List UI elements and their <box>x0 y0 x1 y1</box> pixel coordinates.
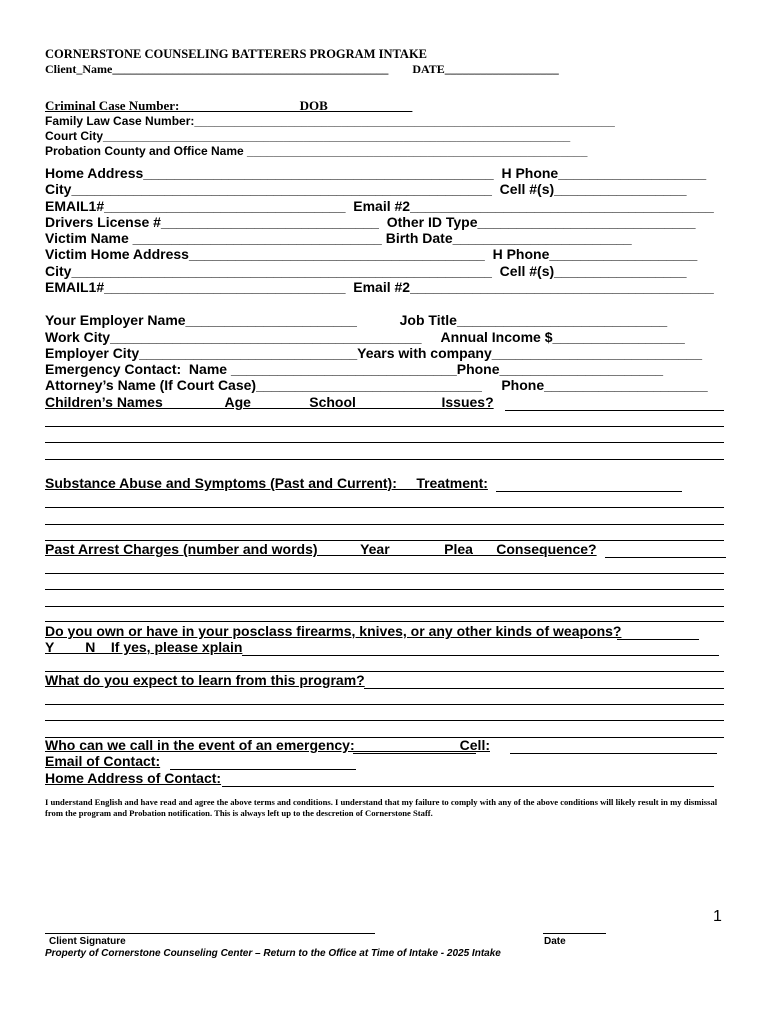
employer-field[interactable]: Your Employer Name______________________ Job Title___________________________ <box>45 312 668 328</box>
victim-name-field[interactable]: Victim Name ________________________________ Birth Date_______________________ <box>45 230 632 246</box>
page-number: 1 <box>713 908 722 925</box>
children-line[interactable] <box>45 426 724 427</box>
footer-note: Property of Cornerstone Counseling Center – Return to the Office at Time of Intake - 2025 Intake <box>45 948 501 959</box>
children-header: Children’s Names Age School Issues? <box>45 394 494 410</box>
arrests-line[interactable] <box>45 573 724 574</box>
emergency-name-line[interactable] <box>353 753 476 754</box>
agreement-text: I understand English and have read and agree the above terms and conditions. I understand that my failure to comply with any of the above conditions will likely result in my dismissal from the program and Probation notification. This is always left up to the descretion of Cornerstone Staff. <box>45 797 718 818</box>
client-signature-label: Client Signature <box>49 936 126 947</box>
substance-heading: Substance Abuse and Symptoms (Past and Current): Treatment: <box>45 475 488 491</box>
weapons-yn[interactable]: Y N If yes, please xplain <box>45 639 243 655</box>
learn-question: What do you expect to learn from this program? <box>45 672 365 688</box>
weapons-question: Do you own or have in your posclass firearms, knives, or any other kinds of weapons? <box>45 623 622 639</box>
employer-city-field[interactable]: Employer City____________________________Years with company___________________________ <box>45 345 702 361</box>
substance-line[interactable] <box>45 507 724 508</box>
learn-line[interactable] <box>45 720 724 721</box>
learn-line[interactable] <box>45 704 724 705</box>
victim-city-field[interactable]: City______________________________________________________ Cell #(s)_________________ <box>45 263 687 279</box>
children-issues-line[interactable] <box>505 410 724 411</box>
email-of-contact-field[interactable]: Email of Contact: <box>45 753 161 769</box>
drivers-license-field[interactable]: Drivers License #____________________________ Other ID Type____________________________ <box>45 214 696 230</box>
city-field[interactable]: City______________________________________________________ Cell #(s)_________________ <box>45 181 687 197</box>
treatment-line[interactable] <box>496 491 682 492</box>
victim-address-field[interactable]: Victim Home Address______________________________________ H Phone___________________ <box>45 246 698 262</box>
children-line[interactable] <box>45 442 724 443</box>
signature-date-label: Date <box>544 936 566 947</box>
family-law-case-field[interactable]: Family Law Case Number:_______________________________________________________________ <box>45 114 615 128</box>
emergency-contact-field[interactable]: Emergency Contact: Name _____________________________Phone_____________________ <box>45 361 664 377</box>
attorney-field[interactable]: Attorney’s Name (If Court Case)_____________________________ Phone_____________________ <box>45 377 708 393</box>
weapons-explain-line[interactable] <box>242 655 719 656</box>
home-address-field[interactable]: Home Address_____________________________________________ H Phone___________________ <box>45 165 707 181</box>
victim-email-field[interactable]: EMAIL1#_______________________________ Email #2_______________________________________ <box>45 279 714 295</box>
client-signature-line[interactable] <box>45 933 375 934</box>
criminal-case-field[interactable]: Criminal Case Number: __________________DOB_____________ <box>45 98 413 113</box>
work-city-field[interactable]: Work City________________________________________ Annual Income $_________________ <box>45 329 685 345</box>
emergency-cell-line[interactable] <box>510 753 717 754</box>
home-address-contact-line[interactable] <box>222 786 714 787</box>
client-name-field[interactable]: Client_Name______________________________________________ DATE___________________ <box>45 62 559 76</box>
form-title: CORNERSTONE COUNSELING BATTERERS PROGRAM INTAKE <box>45 47 428 61</box>
emergency-call-field[interactable]: Who can we call in the event of an emergency: Cell: <box>45 737 490 753</box>
learn-line[interactable] <box>364 688 724 689</box>
arrests-heading: Past Arrest Charges (number and words) Year Plea Consequence? <box>45 541 597 557</box>
court-city-field[interactable]: Court City______________________________________________________________________ <box>45 129 571 143</box>
email-field[interactable]: EMAIL1#_______________________________ Email #2_______________________________________ <box>45 198 714 214</box>
children-line[interactable] <box>45 459 724 460</box>
arrests-line[interactable] <box>45 589 724 590</box>
weapons-line[interactable] <box>617 639 699 640</box>
signature-date-line[interactable] <box>543 933 606 934</box>
arrests-line[interactable] <box>605 557 726 558</box>
arrests-line[interactable] <box>45 621 724 622</box>
arrests-line[interactable] <box>45 606 724 607</box>
substance-line[interactable] <box>45 524 724 525</box>
home-address-contact-field[interactable]: Home Address of Contact: <box>45 770 222 786</box>
probation-office-field[interactable]: Probation County and Office Name ___________________________________________________ <box>45 144 588 158</box>
